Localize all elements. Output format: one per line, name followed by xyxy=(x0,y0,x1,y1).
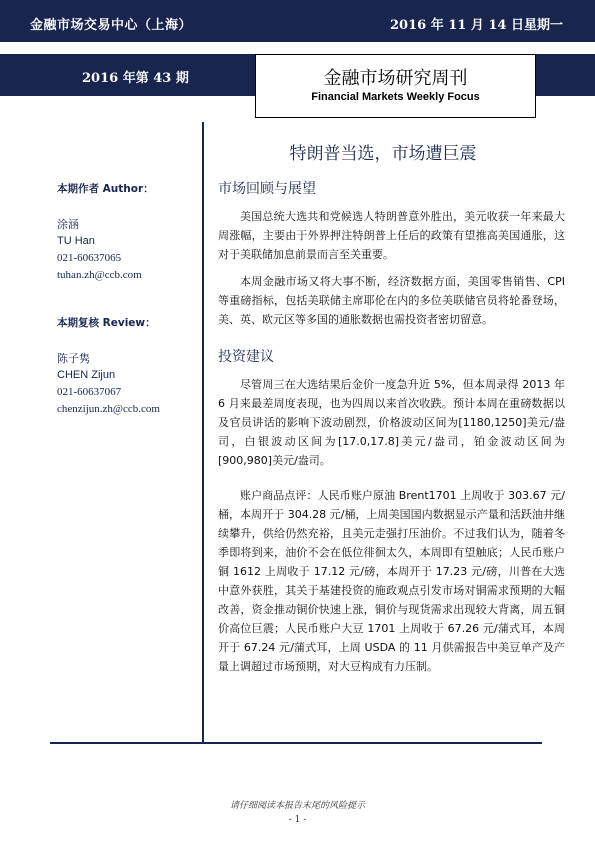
author-phone: 021-60637065 xyxy=(57,252,122,264)
investment-advice-paragraph-2: 账户商品点评：人民币账户原油 Brent1701 上周收于 303.67 元/桶，本周开于 304.28 元/桶，上周美国国内数据显示产量和活跃油井继续攀升，供给仍然充裕，且美元走强打压油价。不过我们认为，随着冬季即将到来，油价不会在低位徘徊太久，本周即有望触底；人民币账户铜 1612 上周收于 17.12 元/磅，本周开于 17.23 元/磅，川普在大选中意外获胜，其关于基建投资的施政观点引发市场对铜需求预期的大幅改善，资金推动铜价快速上涨，铜价与现货需求出现较大背离，周五铜价高位巨震；人民币账户大豆 1701 上周收于 67.26 元/蒲式耳，本周开于 67.24 元/蒲式耳，上周 USDA 的 11 月供需报告中美豆单产及产量上调超过市场预期，对大豆构成有力压制。 xyxy=(218,489,565,673)
article-headline: 特朗普当选，市场遭巨震 xyxy=(289,144,477,164)
investment-advice-paragraph-1: 尽管周三在大选结果后金价一度急升近 5%，但本周录得 2013 年 6 月来最差周度表现，也为四周以来首次收跌。预计本周在重磅数据以及官员讲话的影响下波动剧烈，价格波动区间为[1180,1250]美元/盎司，白银波动区间为[17.0,17.8]美元/盎司，铂金波动区间为[900,980]美元/盎司。 xyxy=(218,378,565,467)
issue-number: 2016 年第 43 期 xyxy=(82,71,189,86)
reviewer-label: 本期复核 Review： xyxy=(57,317,156,329)
page-number: - 1 - xyxy=(288,815,307,825)
author-email[interactable]: tuhan.zh@ccb.com xyxy=(57,269,142,281)
bottom-rule xyxy=(50,742,542,744)
publication-date: 2016 年 11 月 14 日星期一 xyxy=(390,18,563,33)
column-divider xyxy=(202,122,204,742)
publication-title-en: Financial Markets Weekly Focus xyxy=(311,91,480,103)
reviewer-phone: 021-60637067 xyxy=(57,386,122,398)
market-review-paragraph-1: 美国总统大选共和党候选人特朗普意外胜出，美元收获一年来最大周涨幅，主要由于外界押注特朗普上任后的政策有望推高美国通胀，这对于美联储加息前景而言至关重要。 xyxy=(218,210,565,261)
author-name-cn: 涂涵 xyxy=(57,218,79,231)
risk-disclaimer: 请仔细阅读本报告末尾的风险提示 xyxy=(229,801,365,811)
author-label: 本期作者 Author： xyxy=(57,183,154,195)
organization-name: 金融市场交易中心（上海） xyxy=(30,18,193,33)
reviewer-name-cn: 陈子隽 xyxy=(57,352,90,365)
market-review-paragraph-2: 本周金融市场又将大事不断，经济数据方面，美国零售销售、CPI 等重磅指标，包括美联储主席耶伦在内的多位美联储官员将轮番登场，美、英、欧元区等多国的通胀数据也需投资者密切留意。 xyxy=(218,275,565,326)
section-title-investment-advice: 投资建议 xyxy=(218,349,274,365)
section-title-market-review: 市场回顾与展望 xyxy=(218,181,316,197)
reviewer-email[interactable]: chenzijun.zh@ccb.com xyxy=(57,403,160,415)
publication-title-cn: 金融市场研究周刊 xyxy=(323,68,468,89)
reviewer-block xyxy=(57,315,160,418)
author-name-en: TU Han xyxy=(57,235,95,247)
top-header-bar xyxy=(0,0,595,42)
author-block xyxy=(57,181,154,284)
reviewer-name-en: CHEN Zijun xyxy=(57,369,116,381)
publication-title-box xyxy=(255,54,536,118)
